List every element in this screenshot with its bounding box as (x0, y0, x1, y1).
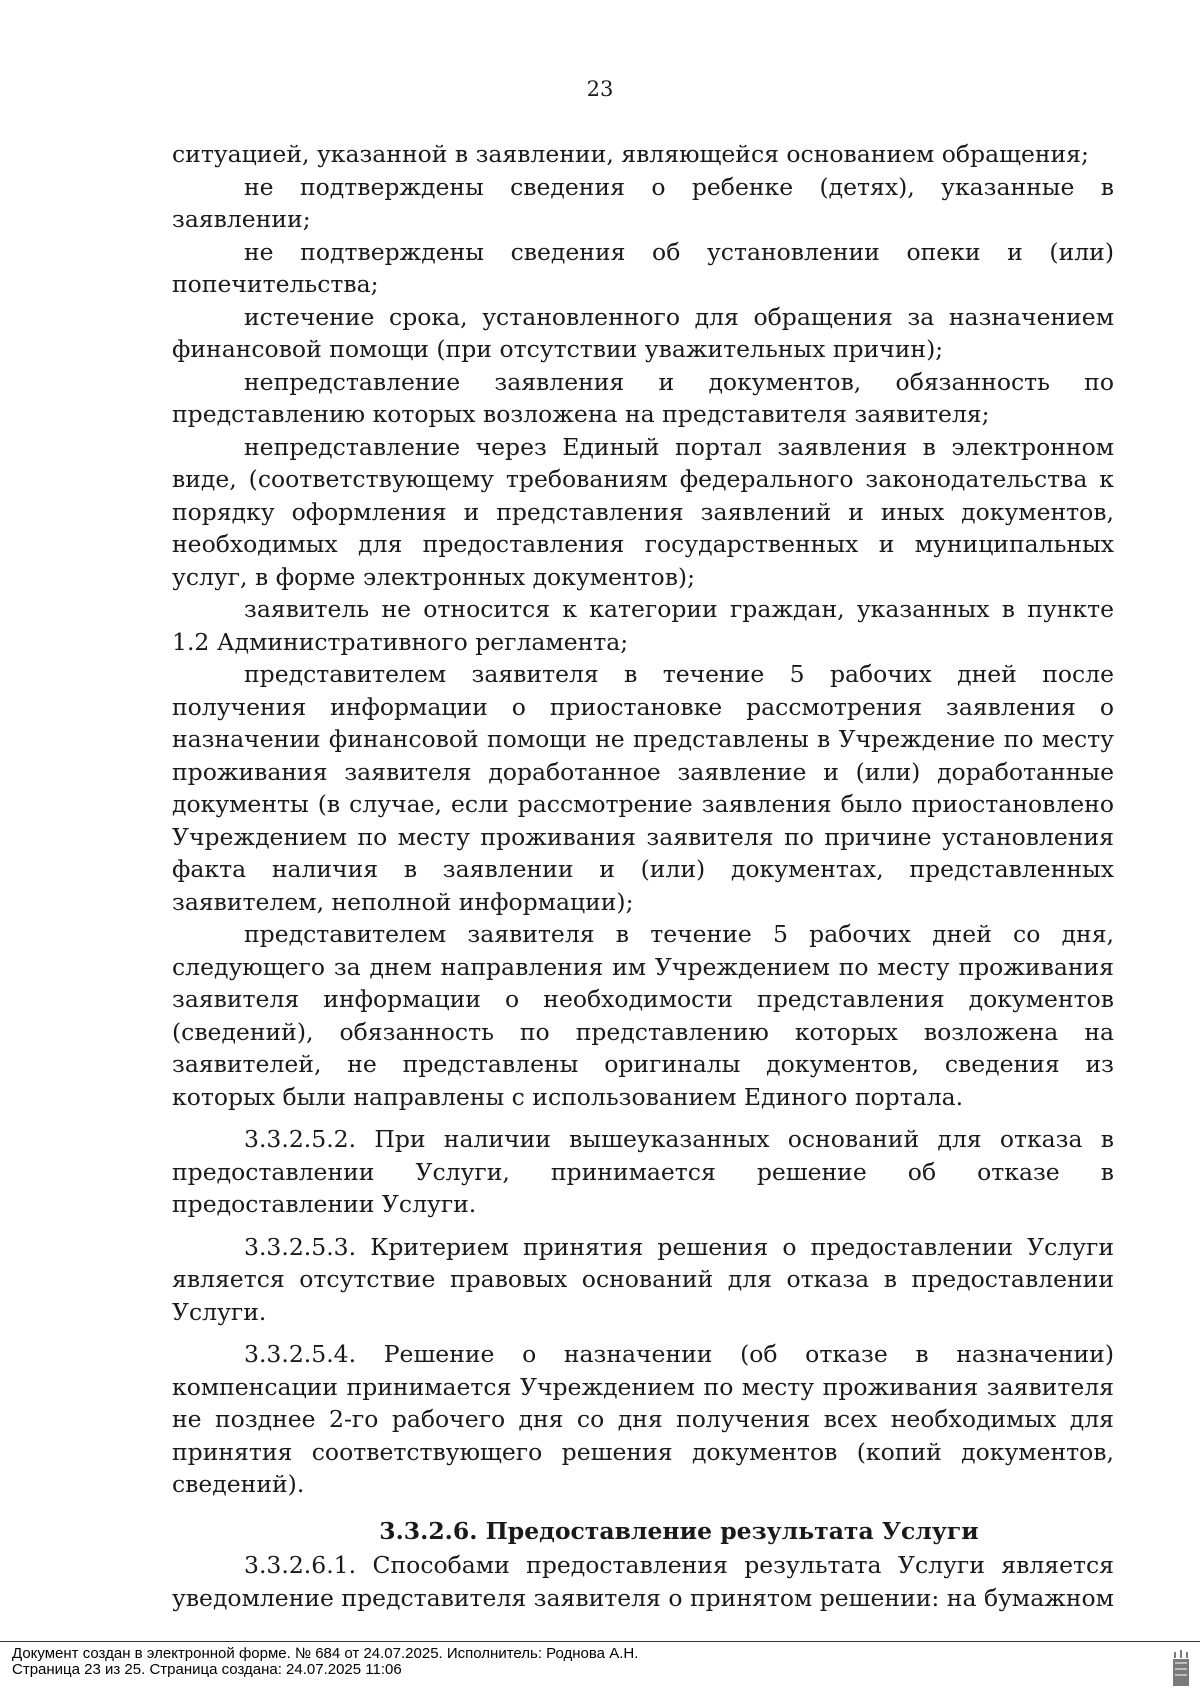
paragraph: не подтверждены сведения о ребенке (детях), указанные в заявлении; (172, 172, 1114, 233)
document-body (172, 138, 1114, 1614)
paragraph: непредставление через Единый портал заявления в электронном виде, (соответствующему требованиям федерального законодательства к порядку оформления и представления заявлений и иных документов, необходимых для предоставления государственных и муниципальных услуг, в форме электронных документов); (172, 432, 1114, 591)
clause-3-3-2-6-1: 3.3.2.6.1. Способами предоставления результата Услуги является уведомление представителя заявителя о принятом решении: на бумажном (172, 1551, 1114, 1612)
footer-document-info: Документ создан в электронной форме. № 684 от 24.07.2025. Исполнитель: Роднова А.Н. (12, 1645, 639, 1662)
paragraph: заявитель не относится к категории граждан, указанных в пункте 1.2 Административного регламента; (172, 595, 1114, 656)
emblem-icon (1172, 1650, 1190, 1688)
paragraph: истечение срока, установленного для обращения за назначением финансовой помощи (при отсутствии уважительных причин); (172, 302, 1114, 363)
paragraph: представителем заявителя в течение 5 рабочих дней после получения информации о приостановке рассмотрения заявления о назначении финансовой помощи не представлены в Учреждение по месту проживания заявителя доработанное заявление и (или) доработанные документы (в случае, если рассмотрение заявления было приостановлено Учреждением по месту проживания заявителя по причине установления факта наличия в заявлении и (или) документах, представленных заявителем, неполной информации); (172, 660, 1114, 916)
footer-page-info: Страница 23 из 25. Страница создана: 24.07.2025 11:06 (12, 1661, 402, 1678)
section-heading: 3.3.2.6. Предоставление результата Услуги (379, 1516, 979, 1545)
paragraph: представителем заявителя в течение 5 рабочих дней со дня, следующего за днем направления им Учреждением по месту проживания заявителя информации о необходимости представления документов (сведений), обязанность по представлению которых возложена на заявителей, не представлены оригиналы документов, сведения из которых были направлены с использованием Единого портала. (172, 920, 1114, 1111)
footer-divider (0, 1641, 1200, 1642)
clause-3-3-2-5-3: 3.3.2.5.3. Критерием принятия решения о предоставлении Услуги является отсутствие правовых оснований для отказа в предоставлении Услуги. (172, 1232, 1114, 1326)
page-number: 23 (586, 77, 614, 101)
paragraph: не подтверждены сведения об установлении опеки и (или) попечительства; (172, 237, 1114, 298)
paragraph: ситуацией, указанной в заявлении, являющейся основанием обращения; (172, 140, 1089, 168)
paragraph: непредставление заявления и документов, обязанность по представлению которых возложена на представителя заявителя; (172, 367, 1114, 428)
document-footer (12, 1646, 1112, 1678)
clause-3-3-2-5-4: 3.3.2.5.4. Решение о назначении (об отказе в назначении) компенсации принимается Учреждением по месту проживания заявителя не позднее 2-го рабочего дня со дня получения всех необходимых для принятия соответствующего решения документов (копий документов, сведений). (172, 1340, 1114, 1498)
clause-3-3-2-5-2: 3.3.2.5.2. При наличии вышеуказанных оснований для отказа в предоставлении Услуги, принимается решение об отказе в предоставлении Услуги. (172, 1125, 1114, 1218)
